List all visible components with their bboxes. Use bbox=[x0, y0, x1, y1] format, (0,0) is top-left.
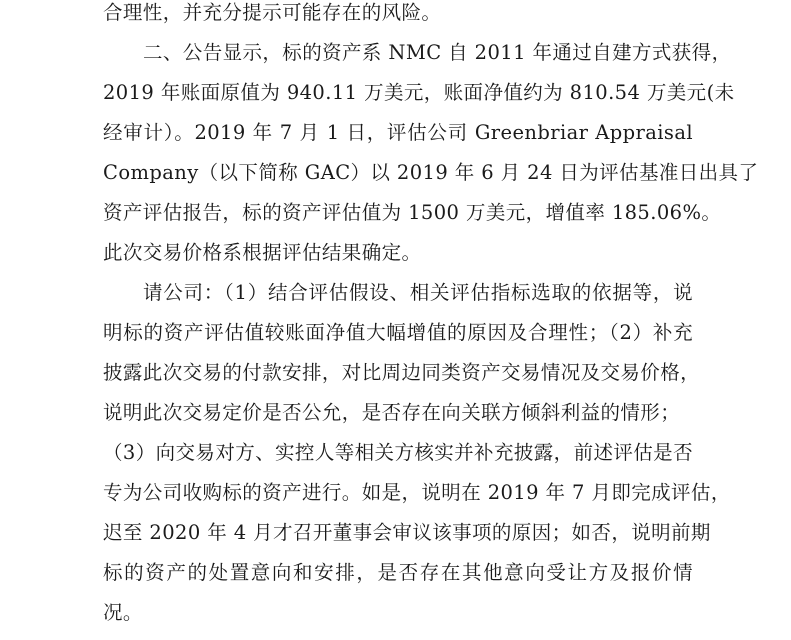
text-line: 明标的资产评估值较账面净值大幅增值的原因及合理性；（2）补充 bbox=[103, 321, 693, 344]
text-line: 况。 bbox=[103, 601, 143, 624]
text-line: 专为公司收购标的资产进行。如是，说明在 2019 年 7 月即完成评估， bbox=[103, 481, 731, 504]
text-line: 此次交易价格系根据评估结果确定。 bbox=[103, 241, 422, 264]
text-line: （3）向交易对方、实控人等相关方核实并补充披露，前述评估是否 bbox=[103, 441, 693, 464]
document-body bbox=[103, 0, 759, 633]
text-line: 披露此次交易的付款安排，对比周边同类资产交易情况及交易价格， bbox=[103, 361, 701, 384]
text-line: 合理性，并充分提示可能存在的风险。 bbox=[103, 1, 442, 24]
text-line: 迟至 2020 年 4 月才召开董事会审议该事项的原因；如否，说明前期 bbox=[103, 521, 711, 544]
text-line: 标的资产的处置意向和安排，是否存在其他意向受让方及报价情 bbox=[103, 561, 693, 584]
paragraph-2-start: 二、公告显示，标的资产系 NMC 自 2011 年通过自建方式获得， bbox=[143, 41, 732, 64]
text-line: Company（以下简称 GAC）以 2019 年 6 月 24 日为评估基准日出具了 bbox=[103, 161, 759, 184]
text-line: 经审计）。2019 年 7 月 1 日，评估公司 Greenbriar Appraisal bbox=[103, 121, 693, 144]
paragraph-3-start: 请公司：（1）结合评估假设、相关评估指标选取的依据等，说 bbox=[143, 281, 693, 304]
text-line: 2019 年账面原值为 940.11 万美元，账面净值约为 810.54 万美元(未 bbox=[103, 81, 735, 104]
text-line: 说明此次交易定价是否公允，是否存在向关联方倾斜利益的情形； bbox=[103, 401, 681, 424]
text-line: 资产评估报告，标的资产评估值为 1500 万美元，增值率 185.06%。 bbox=[103, 201, 722, 224]
